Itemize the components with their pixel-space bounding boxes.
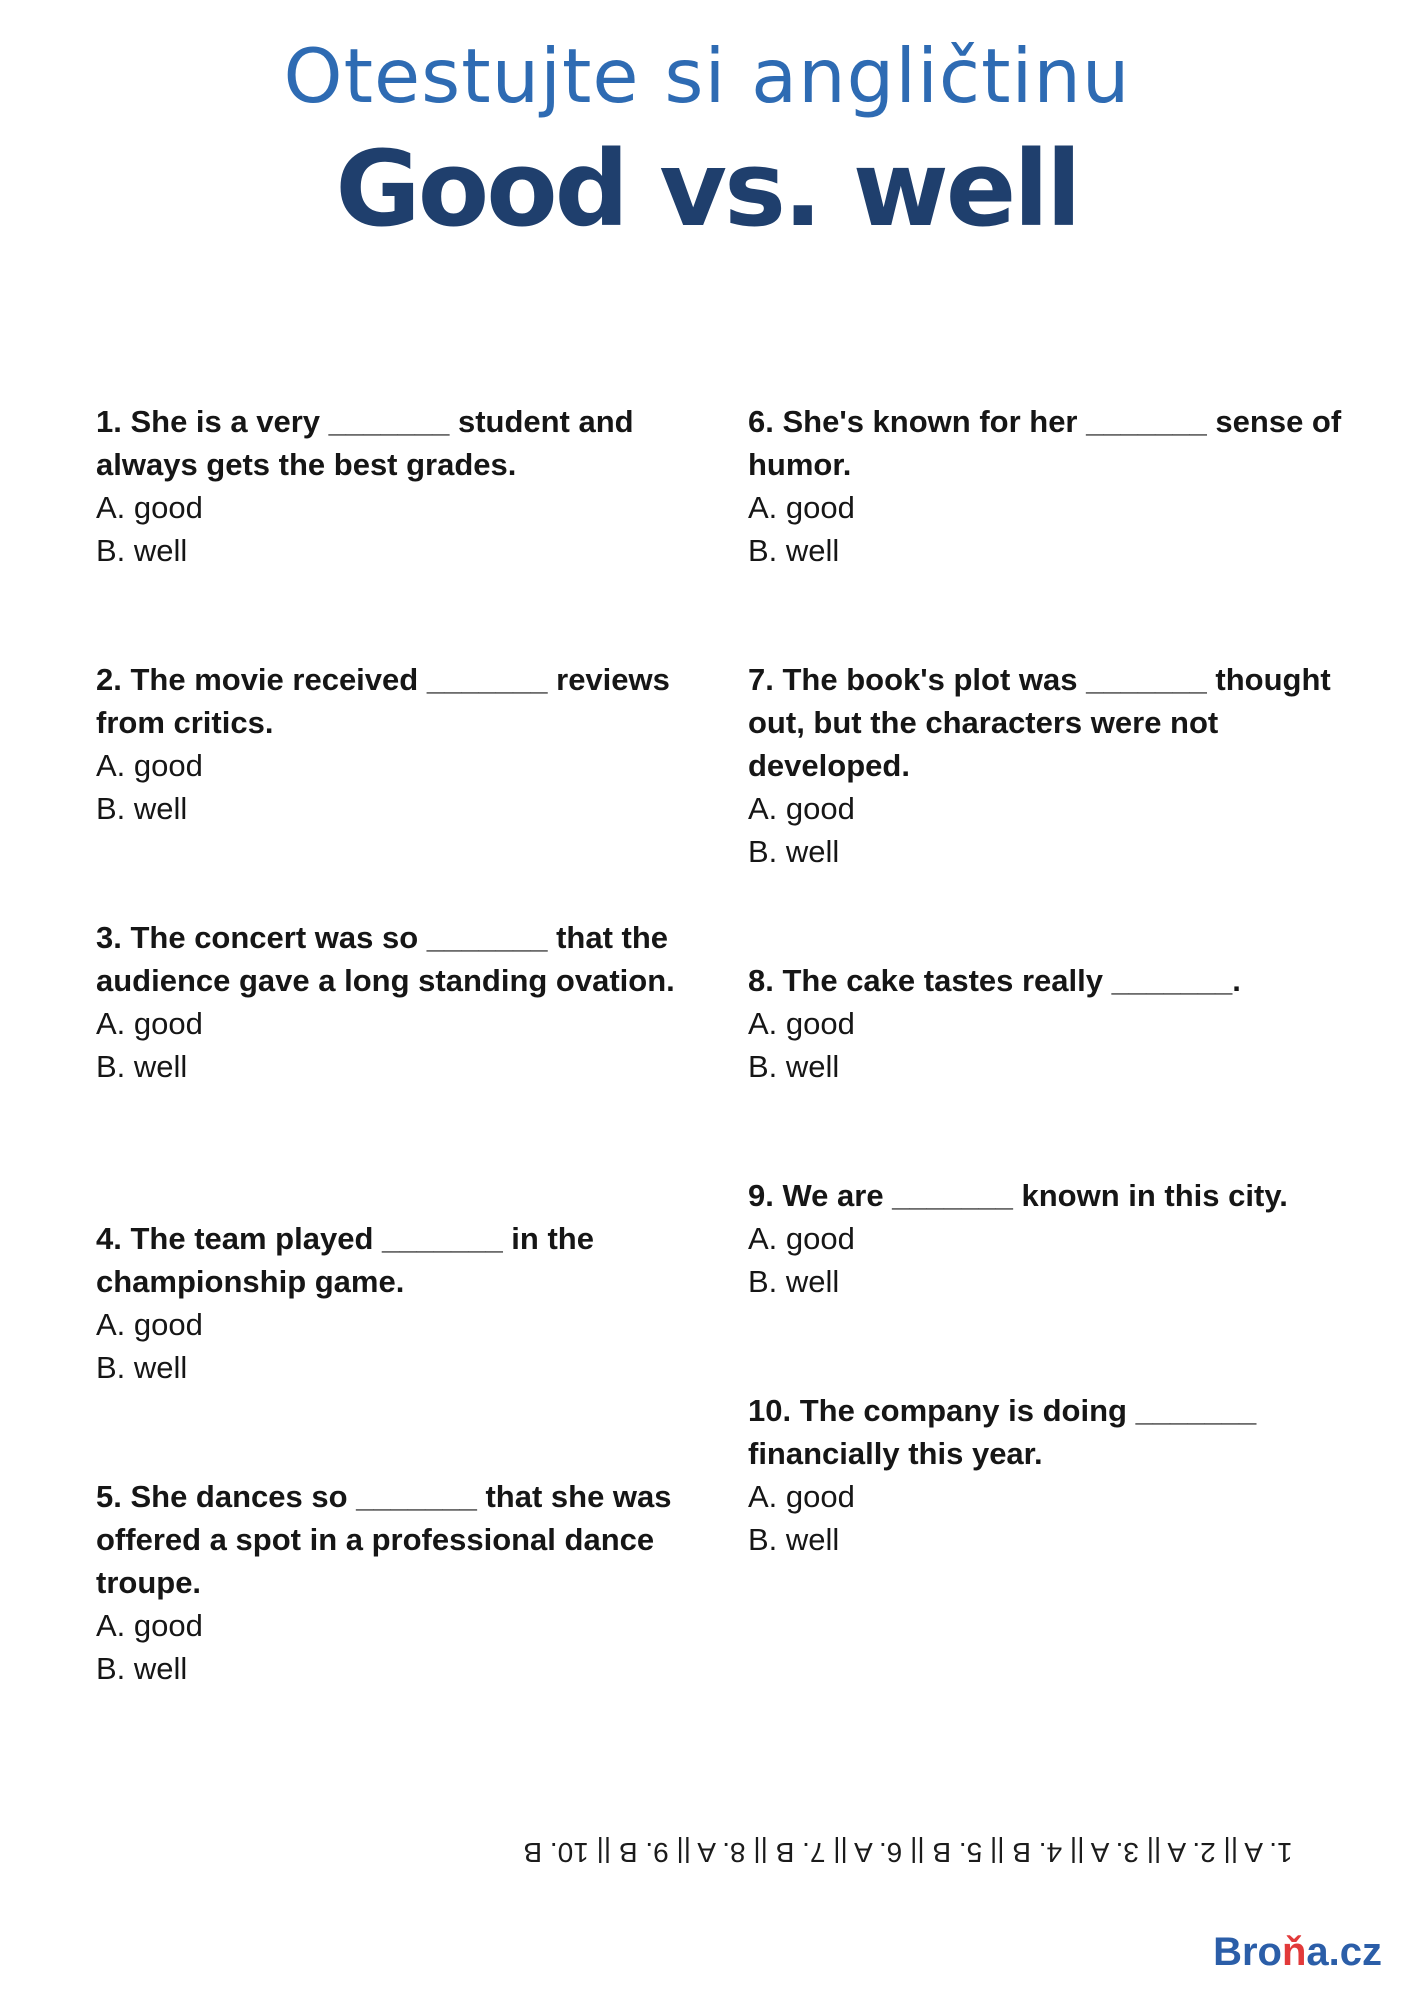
question-7: [748, 658, 1388, 873]
question-text: 6. She's known for her _______ sense of humor.: [748, 404, 1342, 482]
question-text: 8. The cake tastes really _______.: [748, 963, 1241, 998]
question-9: [748, 1174, 1388, 1303]
question-5: [96, 1475, 696, 1690]
option-b: B. well: [96, 1651, 188, 1686]
question-text: 10. The company is doing _______ financially this year.: [748, 1393, 1257, 1471]
option-b: B. well: [748, 1049, 840, 1084]
question-8: [748, 959, 1388, 1088]
option-a: A. good: [96, 1307, 203, 1342]
option-a: A. good: [96, 1006, 203, 1041]
option-b: B. well: [96, 791, 188, 826]
question-2: [96, 658, 696, 830]
option-a: A. good: [96, 748, 203, 783]
question-10: [748, 1389, 1388, 1561]
question-text: 2. The movie received _______ reviews from critics.: [96, 662, 670, 740]
question-text: 5. She dances so _______ that she was offered a spot in a professional dance troupe.: [96, 1479, 672, 1600]
question-6: [748, 400, 1388, 572]
option-a: A. good: [748, 1479, 855, 1514]
question-text: 9. We are _______ known in this city.: [748, 1178, 1288, 1213]
brand-logo: [1213, 1930, 1382, 1975]
question-4: [96, 1217, 696, 1389]
option-a: A. good: [96, 1608, 203, 1643]
question-text: 3. The concert was so _______ that the audience gave a long standing ovation.: [96, 920, 675, 998]
answer-key: 1. A || 2. A || 3. A || 4. B || 5. B || 6. A || 7. B || 8. A || 9. B || 10. B: [523, 1837, 1293, 1868]
option-a: A. good: [748, 1006, 855, 1041]
option-a: A. good: [748, 1221, 855, 1256]
page-subtitle: Otestujte si angličtinu: [283, 32, 1131, 120]
page-title: Good vs. well: [335, 128, 1079, 250]
option-b: B. well: [96, 533, 188, 568]
option-a: A. good: [748, 490, 855, 525]
option-a: A. good: [96, 490, 203, 525]
option-b: B. well: [748, 1264, 840, 1299]
question-1: [96, 400, 696, 572]
option-b: B. well: [96, 1049, 188, 1084]
question-text: 1. She is a very _______ student and always gets the best grades.: [96, 404, 634, 482]
option-b: B. well: [748, 533, 840, 568]
question-text: 4. The team played _______ in the championship game.: [96, 1221, 594, 1299]
question-3: [96, 916, 696, 1088]
question-text: 7. The book's plot was _______ thought out, but the characters were not developed.: [748, 662, 1331, 783]
brand-text-2: ň: [1281, 1930, 1307, 1974]
brand-text-1: Bro: [1213, 1930, 1282, 1974]
option-a: A. good: [748, 791, 855, 826]
option-b: B. well: [748, 1522, 840, 1557]
brand-text-3: a.cz: [1306, 1930, 1382, 1974]
option-b: B. well: [96, 1350, 188, 1385]
option-b: B. well: [748, 834, 840, 869]
